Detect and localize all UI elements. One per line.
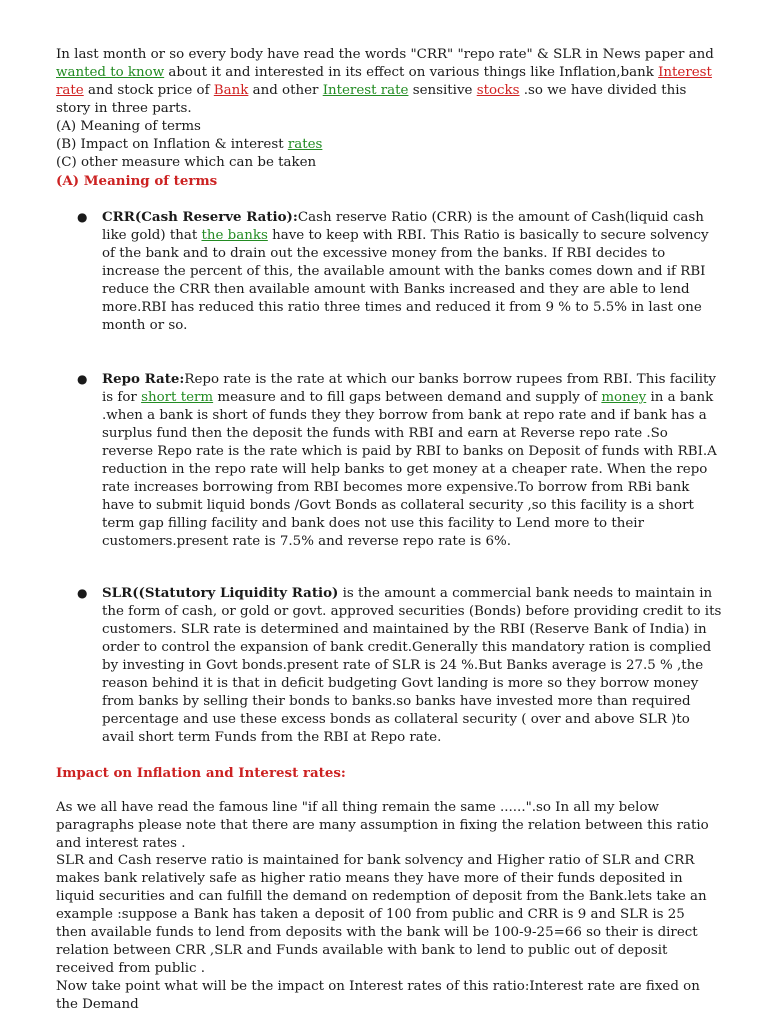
slr-term: SLR((Statutory Liquidity Ratio) [102,585,339,601]
link-rates[interactable]: rates [287,137,323,152]
part-a-line: (A) Meaning of terms [56,119,201,134]
slr-list-item: ● SLR((Statutory Liquidity Ratio) is the amount a commercial bank needs to maintain in the form of cash, or gold or govt. approved securities (Bonds) before providing credit to its customers. SLR rate is determined and maintained by the RBI (Reserve Bank of India) in order to control the expansion of bank credit.Generally this mandatory ration is complied by investing in Govt bonds.present rate of SLR is 24 %.But Banks average is 27.5 % ,the reason behind it is that in deficit budgeting Govt landing is more so they borrow money from banks by selling their bonds to banks.so banks have invested more than required percentage and use these excess bonds as collateral security ( over and above SLR )to avail short term Funds from the RBI at Repo rate. [77,585,722,745]
section-a-heading: (A) Meaning of terms [56,173,218,189]
impact-paragraph-2: SLR and Cash reserve ratio is maintained for bank solvency and Higher ratio of SLR and CRR makes bank relatively safe as higher ratio means they have more of their funds deposited in liquid securities and can fulfill the demand on redemption of deposit from the Bank.lets take an example :suppose a Bank has taken a deposit of 100 from public and CRR is 9 and SLR is 25 then available funds to lend from deposits with the bank will be 100-9-25=66 so their is direct relation between CRR ,SLR and Funds available with bank to lend to public out of deposit received from public . [56,853,707,976]
impact-paragraph-1: As we all have read the famous line "if all thing remain the same ......".so In all my below paragraphs please note that there are many assumption in fixing the relation between this ratio and interest rates . [56,800,709,851]
bullet-icon: ● [77,372,88,386]
link-interest-rate-1[interactable]: Interest rate [56,65,712,98]
link-interest-rate-2[interactable]: Interest rate [322,83,409,98]
link-money[interactable]: money [601,390,647,405]
link-short-term[interactable]: short term [141,390,214,405]
section-b-heading: Impact on Inflation and Interest rates: [56,765,346,781]
impact-paragraph-3: Now take point what will be the impact on Interest rates of this ratio:Interest rate are fixed on the Demand [56,979,700,1012]
link-the-banks[interactable]: the banks [201,228,268,243]
crr-list-item: ● CRR(Cash Reserve Ratio):Cash reserve Ratio (CRR) is the amount of Cash(liquid cash like gold) that the banks have to keep with RBI. This Ratio is basically to secure solvency of the bank and to drain out the excessive money from the banks. If RBI decides to increase the percent of this, the available amount with the banks comes down and if RBI reduce the CRR then available amount with Banks increased and they are able to lend more.RBI has reduced this ratio three times and reduced it from 9 % to 5.5% in last one month or so. [77,209,709,333]
part-b-line: (B) Impact on Inflation & interest [56,137,288,152]
bullet-icon: ● [77,210,88,224]
repo-list-item: ● Repo Rate:Repo rate is the rate at which our banks borrow rupees from RBI. This facility is for short term measure and to fill gaps between demand and supply of money in a bank .when a bank is short of funds they they borrow from bank at repo rate and if bank has a surplus fund then the deposit the funds with RBI and earn at Reverse repo rate .So reverse Repo rate is the rate which is paid by RBI to banks on Deposit of funds with RBI.A reduction in the repo rate will help banks to get money at a cheaper rate. When the repo rate increases borrowing from RBI becomes more expensive.To borrow from RBi bank have to submit liquid bonds /Govt Bonds as collateral security ,so this facility is a short term gap filling facility and bank does not use this facility to Lend more to their customers.present rate is 7.5% and reverse repo rate is 6%. [77,371,717,549]
intro-paragraph: In last month or so every body have read the words "CRR" "repo rate" & SLR in News paper and wanted to know about it and interested in its effect on various things like Inflation,bank Interest rate and stock price of Bank and other Interest rate sensitive stocks .so we have divided this story in three parts. (A) Meaning of terms (B) Impact on Inflation & interest rates (C) other measure which can be taken [56,47,714,170]
link-bank[interactable]: Bank [213,83,249,98]
link-stocks[interactable]: stocks [476,83,520,98]
link-wanted-to-know[interactable]: wanted to know [56,65,165,80]
part-c-line: (C) other measure which can be taken [56,155,317,170]
repo-term: Repo Rate: [102,371,185,387]
crr-term: CRR(Cash Reserve Ratio): [102,209,298,225]
bullet-icon: ● [77,586,88,600]
